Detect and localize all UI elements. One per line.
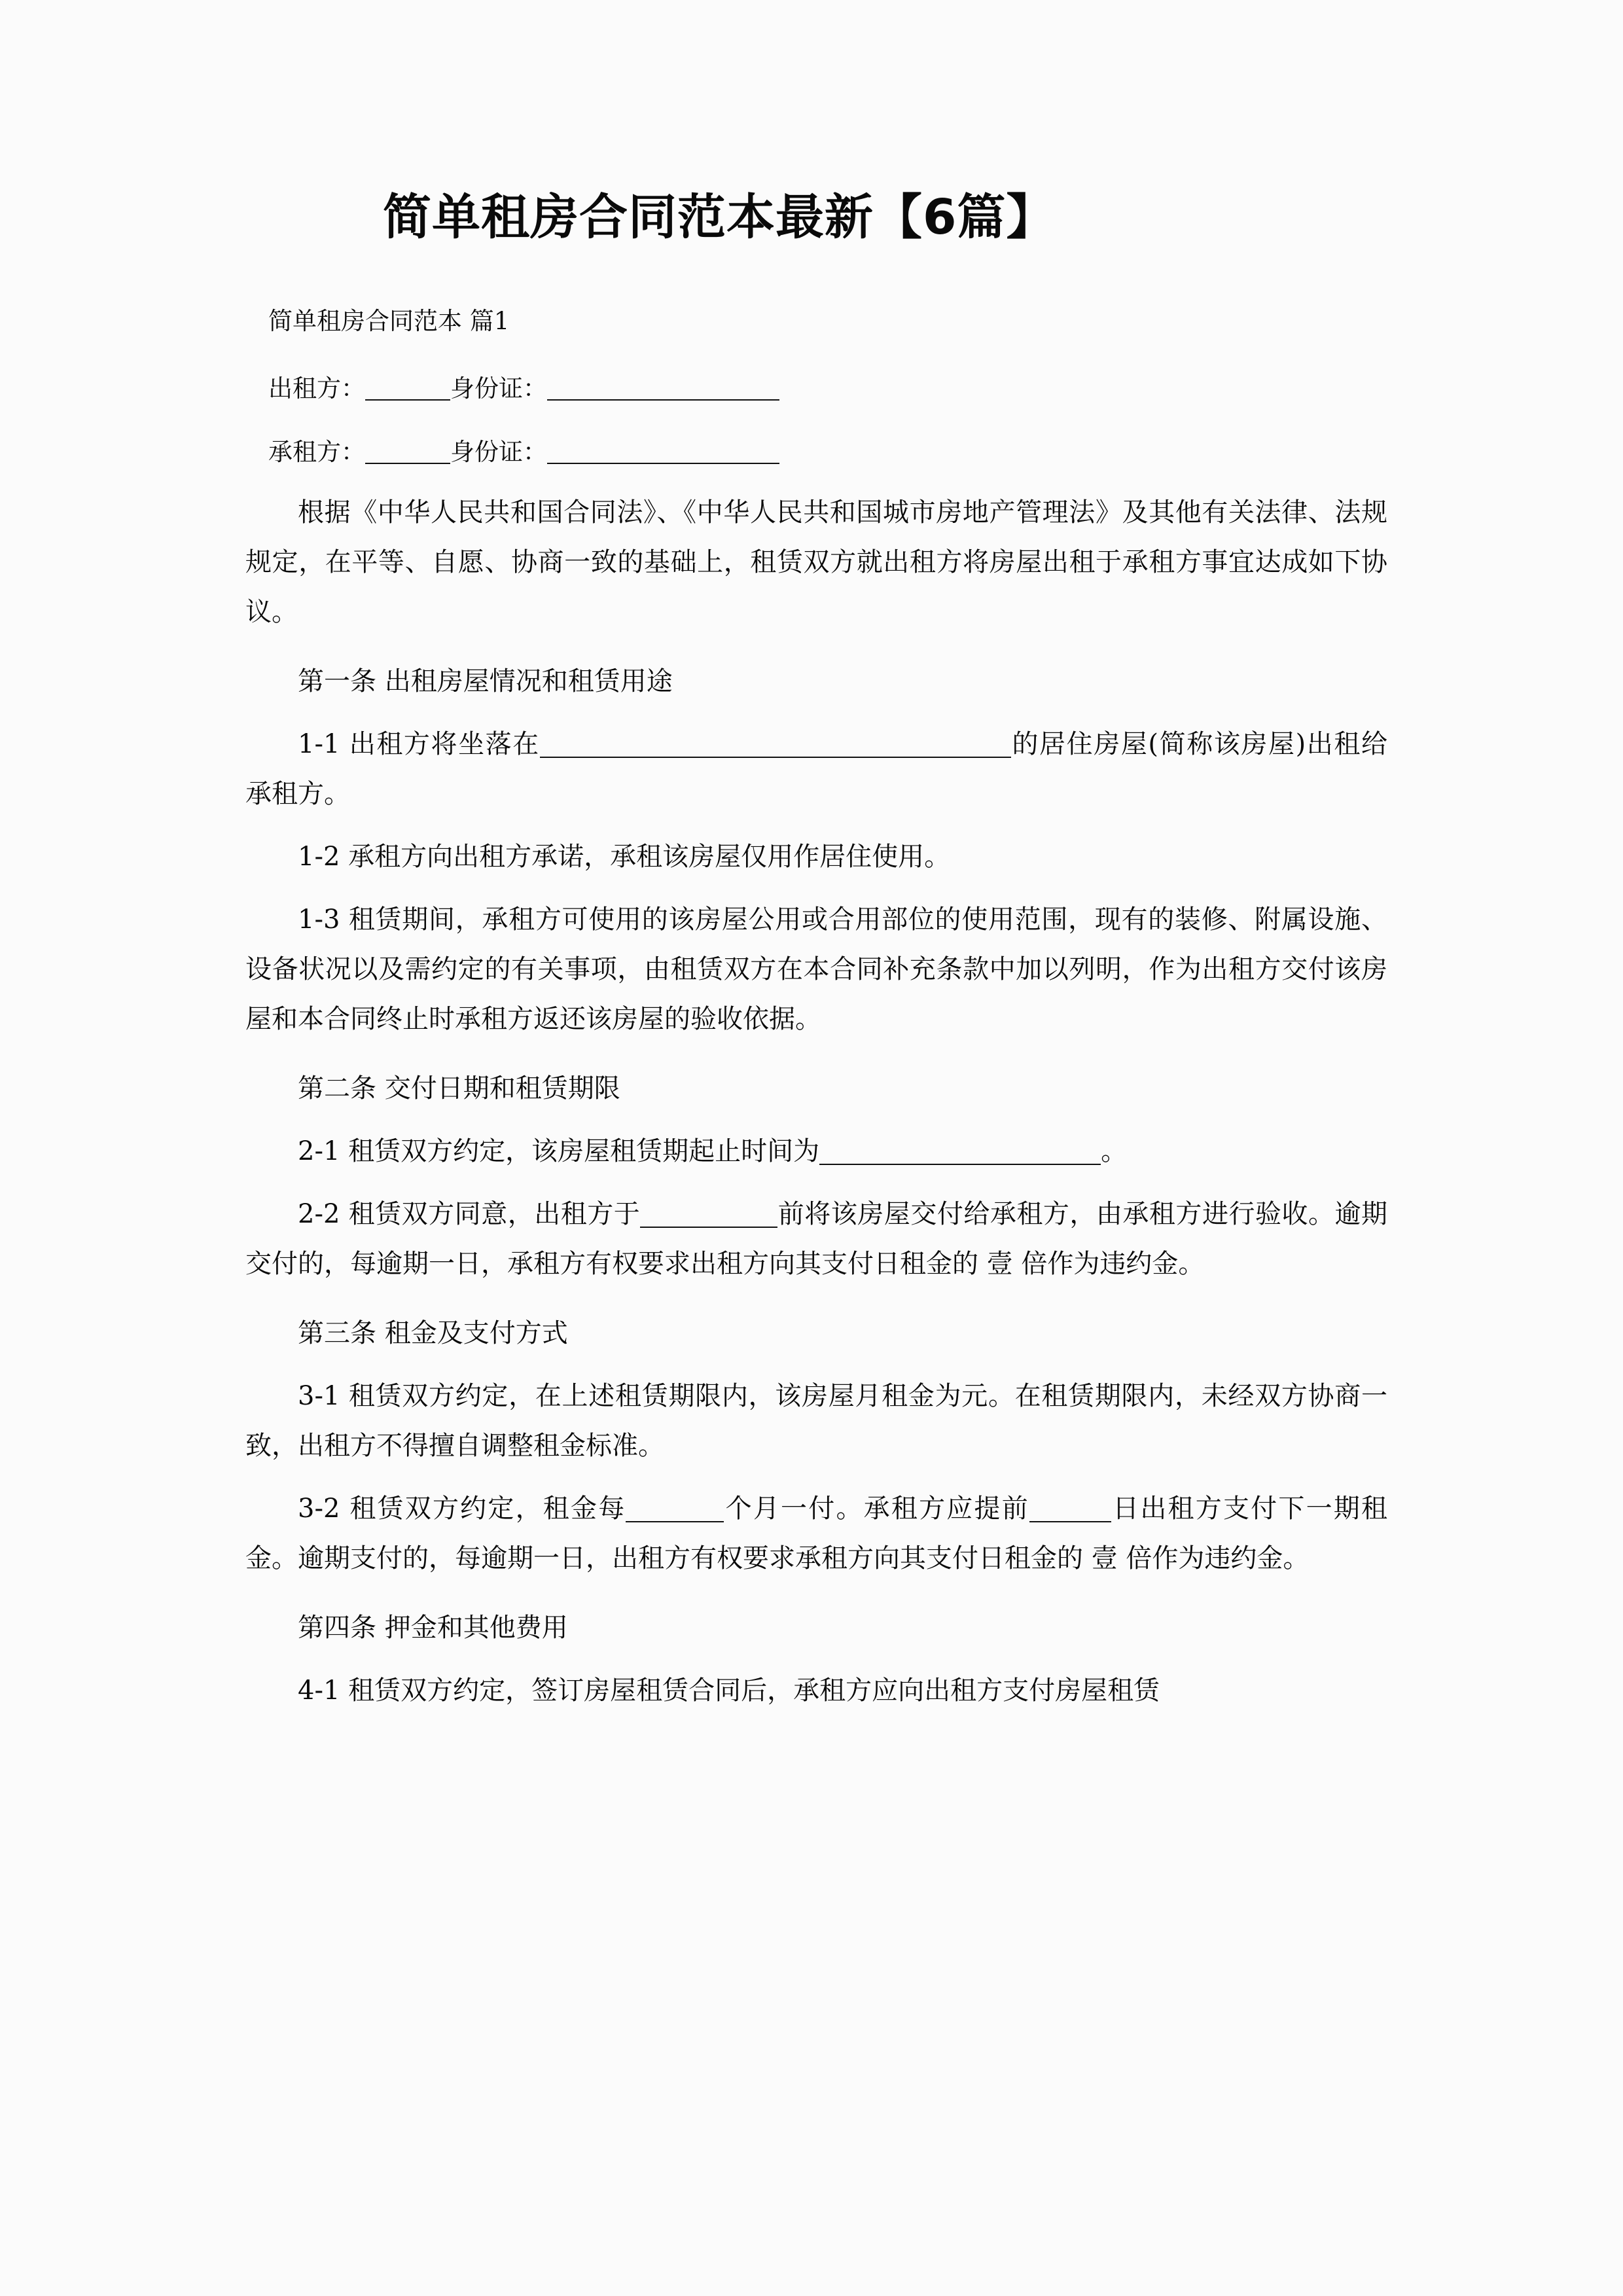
clause-3-2-blank-months[interactable] xyxy=(626,1521,724,1522)
clause-2-1-text-part-1: 2-1 租赁双方约定，该房屋租赁期起止时间为 xyxy=(298,1136,820,1166)
clause-1-1 xyxy=(245,706,1387,819)
page-title: 简单租房合同范本最新【6篇】 xyxy=(383,189,1056,245)
clause-3-2-blank-days[interactable] xyxy=(1029,1521,1111,1522)
clause-3-2-text-part-2: 个月一付。承租方应提前 xyxy=(724,1494,1029,1524)
clause-3-1: 3-1 租赁双方约定，在上述租赁期限内，该房屋月租金为元。在租赁期限内，未经双方协商一致，出租方不得擅自调整租金标准。 xyxy=(245,1381,1387,1461)
landlord-id-blank[interactable] xyxy=(547,377,779,401)
clause-2-2-text-part-1: 2-2 租赁双方同意，出租方于 xyxy=(298,1199,641,1229)
document-content xyxy=(245,0,1387,1715)
article-heading-3: 第三条 租金及支付方式 xyxy=(298,1318,568,1348)
tenant-id-label: 身份证： xyxy=(450,438,547,466)
clause-1-2: 1-2 承租方向出租方承诺，承租该房屋仅用作居住使用。 xyxy=(298,842,951,872)
article-heading-4: 第四条 押金和其他费用 xyxy=(298,1613,568,1643)
landlord-name-blank[interactable] xyxy=(365,377,450,401)
clause-1-1-text-part-1: 1-1 出租方将坐落在 xyxy=(298,729,540,759)
clause-2-2-text-part-2: 前将该房屋交付给承租方，由承租方进行验收。逾期交付的，每逾期一日，承租方有权要求出租方向其支付日租金的 壹 倍作为违约金。 xyxy=(245,1199,1388,1279)
clause-2-1 xyxy=(245,1113,1387,1176)
clause-2-1-text-part-2: 。 xyxy=(1101,1136,1128,1166)
tenant-label: 承租方： xyxy=(268,438,365,466)
document-sub-heading: 简单租房合同范本 篇1 xyxy=(268,307,510,335)
tenant-row xyxy=(245,401,1387,464)
landlord-row xyxy=(245,333,1387,401)
clause-1-1-text-part-2: 的居住房屋(简称该房屋)出租给承租方。 xyxy=(245,729,1387,809)
clause-3-2 xyxy=(245,1471,1387,1583)
article-heading-1: 第一条 出租房屋情况和租赁用途 xyxy=(298,666,673,696)
preamble-paragraph: 根据《中华人民共和国合同法》、《中华人民共和国城市房地产管理法》及其他有关法律、法规规定，在平等、自愿、协商一致的基础上，租赁双方就出租方将房屋出租于承租方事宜达成如下协议。 xyxy=(245,497,1387,627)
landlord-label: 出租方： xyxy=(268,374,365,403)
clause-2-2-blank[interactable] xyxy=(640,1227,777,1228)
tenant-id-blank[interactable] xyxy=(547,440,779,464)
clause-3-2-text-part-1: 3-2 租赁双方约定，租金每 xyxy=(298,1494,626,1524)
clause-2-2 xyxy=(245,1176,1387,1289)
clause-1-3: 1-3 租赁期间，承租方可使用的该房屋公用或合用部位的使用范围，现有的装修、附属设施、设备状况以及需约定的有关事项，由租赁双方在本合同补充条款中加以列明，作为出租方交付该房屋和本合同终止时承租方返还该房屋的验收依据。 xyxy=(245,905,1387,1034)
clause-1-1-blank[interactable] xyxy=(540,757,1011,758)
clause-3-2-text-part-3: 日出租方支付下一期租金。逾期支付的，每逾期一日，出租方有权要求承租方向其支付日租金的 壹 倍作为违约金。 xyxy=(245,1494,1388,1573)
tenant-name-blank[interactable] xyxy=(365,440,450,464)
clause-2-1-blank[interactable] xyxy=(819,1164,1101,1165)
landlord-id-label: 身份证： xyxy=(450,374,547,403)
article-heading-2: 第二条 交付日期和租赁期限 xyxy=(298,1073,620,1103)
clause-4-1: 4-1 租赁双方约定，签订房屋租赁合同后，承租方应向出租方支付房屋租赁 xyxy=(298,1676,1160,1706)
